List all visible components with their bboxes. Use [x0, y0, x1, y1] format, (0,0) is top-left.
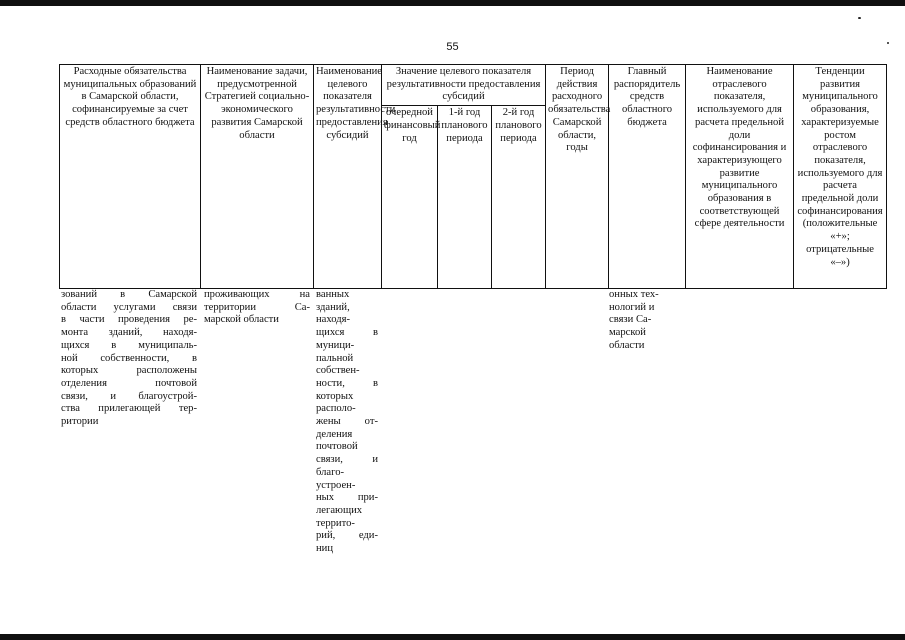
text-line: территории Са-	[204, 301, 310, 313]
body-col-indicator	[316, 289, 378, 556]
text-line: отделения почтовой	[61, 377, 197, 389]
text-line: зданий,	[316, 301, 350, 313]
text-line: области	[609, 339, 645, 351]
text-line: марской области	[204, 314, 279, 326]
text-line: которых расположены	[61, 365, 197, 377]
text-line: жены от-	[316, 416, 378, 428]
header-current-year: очередной финансовый год	[382, 106, 438, 289]
text-line: ности, в	[316, 377, 378, 389]
text-line: нологий и	[609, 301, 655, 313]
body-col-administrator	[609, 289, 681, 353]
text-line: пальной	[316, 352, 354, 364]
text-line: в части проведения ре-	[61, 314, 197, 326]
text-line: рий, еди-	[316, 530, 378, 542]
body-col-expenditure	[61, 289, 197, 429]
text-line: связи, и	[316, 454, 378, 466]
text-line: монта зданий, находя-	[61, 327, 197, 339]
text-line: террито-	[316, 517, 355, 529]
scan-speck	[858, 17, 861, 19]
text-line: деления	[316, 428, 353, 440]
header-chief-administrator: Главный распорядитель средств областного бюджета	[609, 65, 686, 289]
text-line: ных при-	[316, 492, 378, 504]
text-line: ритории	[61, 416, 99, 428]
text-line: ной собственности, в	[61, 352, 197, 364]
header-task-name: Наименование задачи, предусмотренной Стратегией социально-экономического развития Самарской области	[201, 65, 314, 289]
table-header	[59, 64, 887, 289]
text-line: проживающих на	[204, 289, 310, 300]
text-line: ванных	[316, 289, 350, 300]
text-line: располо-	[316, 403, 356, 415]
text-line: области услугами связи	[61, 301, 197, 313]
text-line: ства прилегающей тер-	[61, 403, 197, 415]
text-line: которых	[316, 390, 354, 402]
text-line: собствен-	[316, 365, 360, 377]
header-planning-year-1: 1-й год планового периода	[438, 106, 492, 289]
text-line: почтовой	[316, 441, 358, 453]
header-target-indicator: Наименование целевого показателя результативности предоставления субсидий	[314, 65, 382, 289]
header-period: Период действия расходного обязательства Самарской области, годы	[546, 65, 609, 289]
header-target-value-group: Значение целевого показателя результативности предоставления субсидий	[382, 65, 546, 106]
body-col-task	[204, 289, 310, 327]
text-line: щихся в	[316, 327, 378, 339]
header-sector-indicator: Наименование отраслевого показателя, используемого для расчета предельной доли софинансирования и характеризующего развитие муниципального образования в соответствующей сфере деятельности	[686, 65, 794, 289]
text-line: связи Са-	[609, 314, 652, 326]
header-expenditure-obligations: Расходные обязательства муниципальных образований в Самарской области, софинансируемые за счет средств областного бюджета	[60, 65, 201, 289]
text-line: ниц	[316, 543, 334, 555]
header-planning-year-2: 2-й год планового периода	[492, 106, 546, 289]
text-line: онных тех-	[609, 289, 659, 300]
text-line: устроен-	[316, 479, 356, 491]
text-line: зований в Самарской	[61, 289, 197, 300]
text-line: муници-	[316, 339, 355, 351]
text-line: щихся в муниципаль-	[61, 339, 197, 351]
text-line: благо-	[316, 466, 345, 478]
text-line: легающих	[316, 504, 363, 516]
text-line: марской	[609, 327, 646, 339]
page-number: 55	[446, 41, 459, 53]
scan-bottom-border	[0, 634, 905, 640]
text-line: связи, и благоустрой-	[61, 390, 197, 402]
text-line: находя-	[316, 314, 351, 326]
scan-top-border	[0, 0, 905, 6]
header-trends: Тенденции развития муниципального образования, характеризуемые ростом отраслевого показателя, используемого для расчета предельной доли софинансирования (положительные «+»; отрицательные «–»)	[794, 65, 887, 289]
